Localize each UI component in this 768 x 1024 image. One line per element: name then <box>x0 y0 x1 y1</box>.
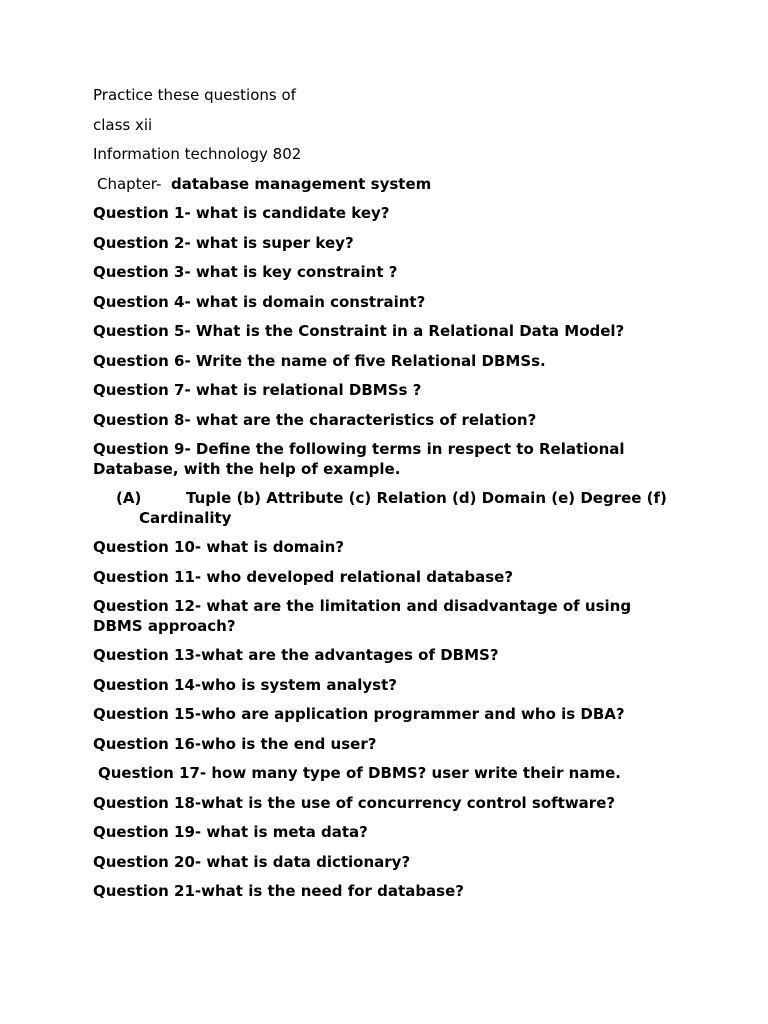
question-16: Question 16-who is the end user? <box>93 734 377 753</box>
question-8: Question 8- what are the characteristics of relation? <box>93 410 537 429</box>
chapter-line <box>93 175 673 195</box>
question-19: Question 19- what is meta data? <box>93 823 368 841</box>
question-5: Question 5- What is the Constraint in a Relational Data Model? <box>93 322 625 340</box>
question-20: Question 20- what is data dictionary? <box>93 852 411 871</box>
intro-line-2: class xii <box>93 115 153 134</box>
question-1: Question 1- what is candidate key? <box>93 204 390 222</box>
question-2: Question 2- what is super key? <box>93 233 354 252</box>
subitem-marker: (A) <box>116 489 142 507</box>
question-12: Question 12- what are the limitation and disadvantage of using DBMS approach? <box>93 597 637 635</box>
question-11: Question 11- who developed relational database? <box>93 567 514 586</box>
chapter-prefix: Chapter- <box>97 174 162 193</box>
question-10: Question 10- what is domain? <box>93 538 345 556</box>
question-9: Question 9- Define the following terms in respect to Relational Database, with the help of example. <box>93 440 630 478</box>
question-14: Question 14-who is system analyst? <box>93 675 397 694</box>
question-9-subitems <box>93 489 673 528</box>
question-3: Question 3- what is key constraint ? <box>93 263 398 281</box>
question-18: Question 18-what is the use of concurrency control software? <box>93 793 616 812</box>
subitem-text: Tuple (b) Attribute (c) Relation (d) Domain (e) Degree (f) Cardinality <box>139 489 667 527</box>
document-page <box>93 86 673 912</box>
question-17: Question 17- how many type of DBMS? user write their name. <box>98 764 621 782</box>
question-4: Question 4- what is domain constraint? <box>93 292 426 311</box>
intro-line-1: Practice these questions of <box>93 86 296 104</box>
question-15: Question 15-who are application programmer and who is DBA? <box>93 705 625 723</box>
question-7: Question 7- what is relational DBMSs ? <box>93 381 422 399</box>
question-13: Question 13-what are the advantages of DBMS? <box>93 646 499 664</box>
chapter-title: database management system <box>170 174 432 193</box>
question-6: Question 6- Write the name of five Relational DBMSs. <box>93 351 546 370</box>
intro-line-3: Information technology 802 <box>93 145 302 163</box>
question-21: Question 21-what is the need for database? <box>93 882 464 900</box>
